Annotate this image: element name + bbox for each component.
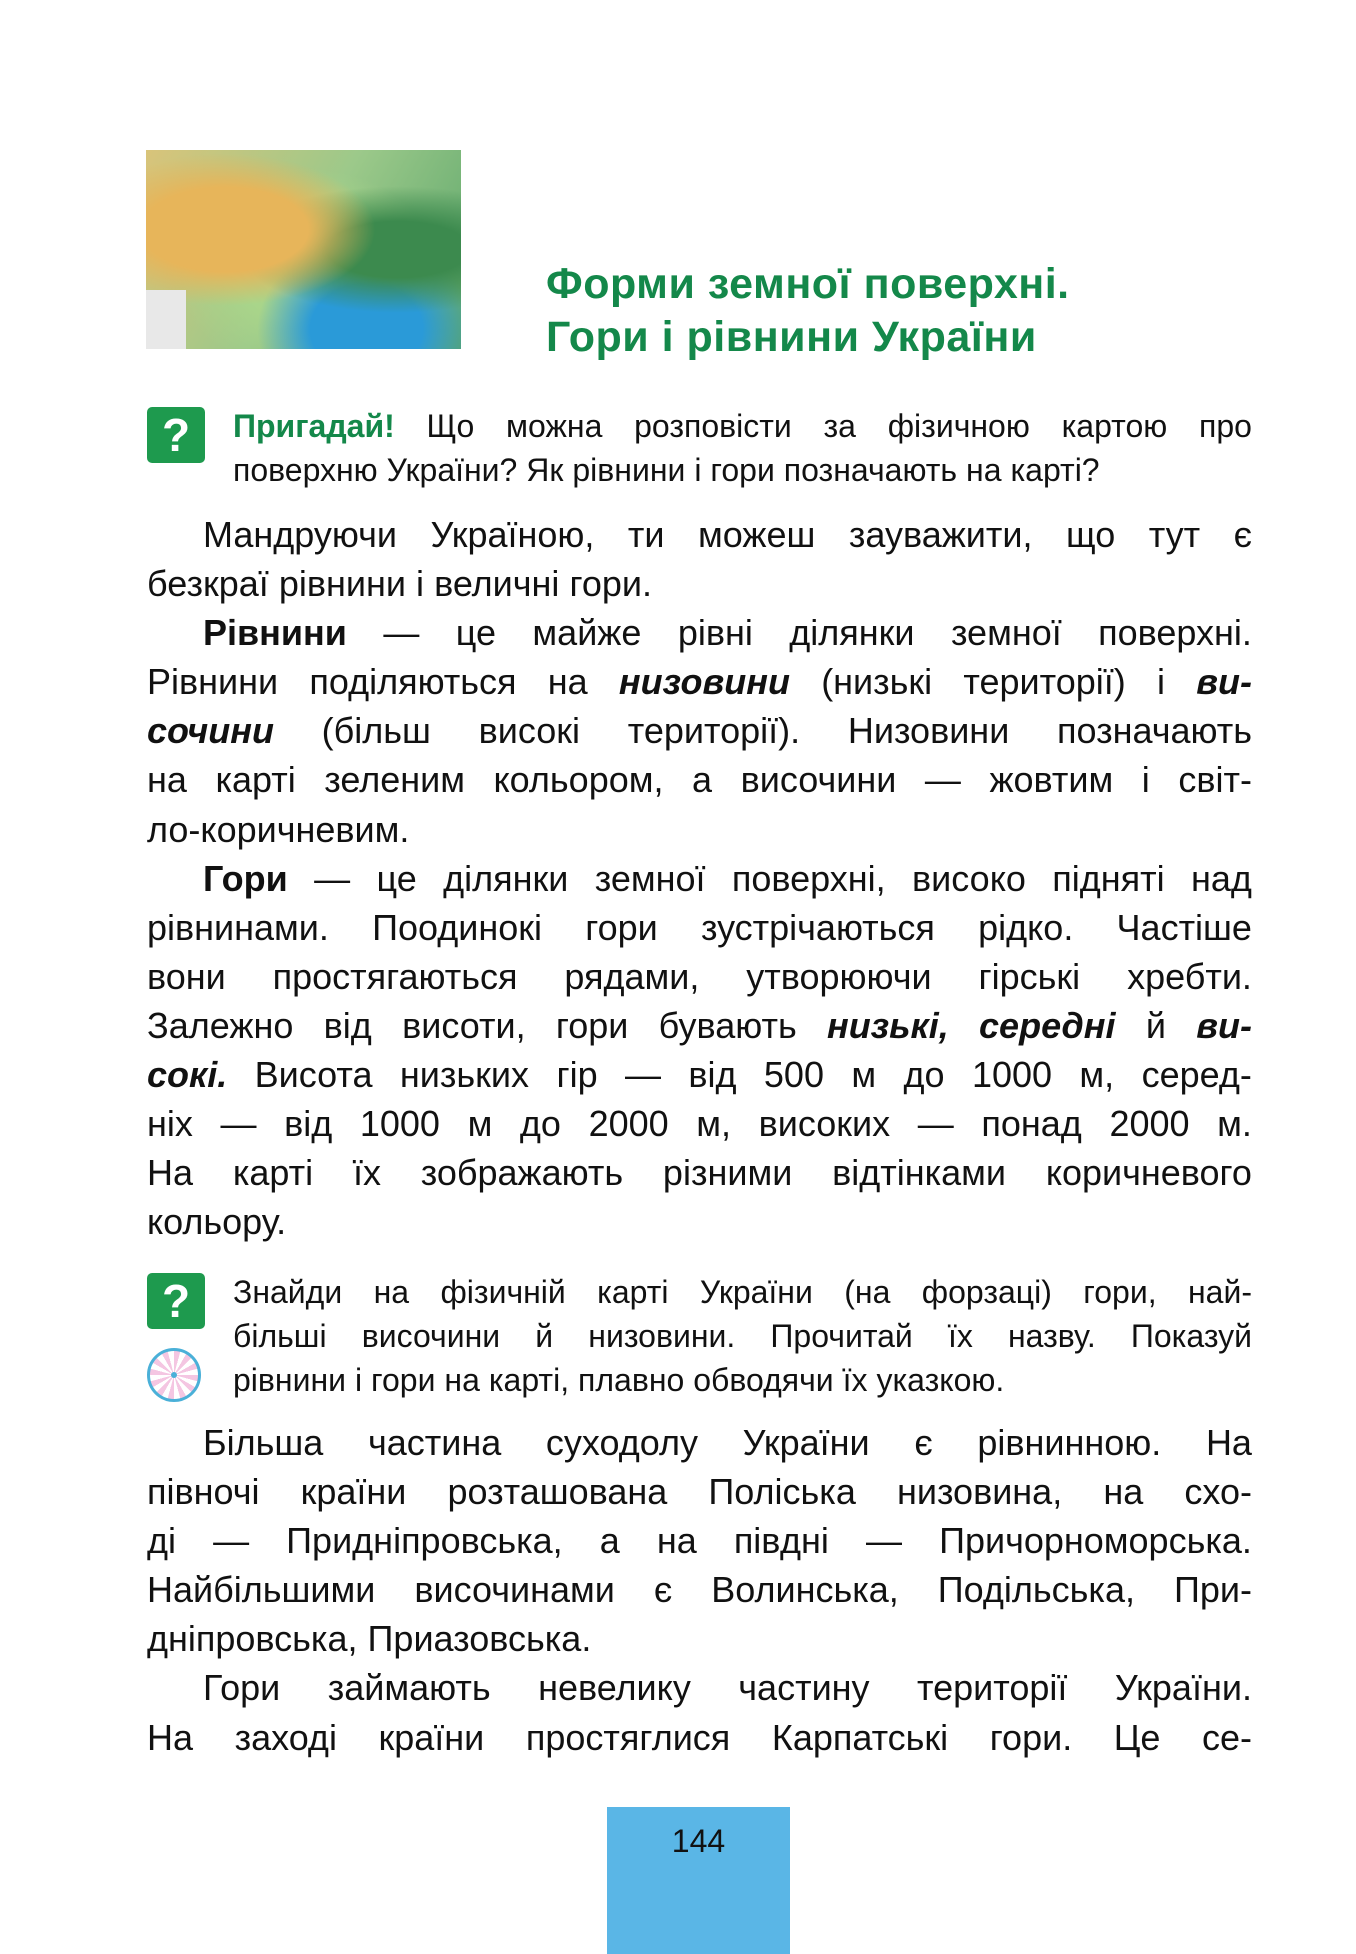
- text-line: [147, 657, 1252, 706]
- text-word: їх: [842, 1362, 868, 1398]
- text-word: рівнинною.: [977, 1422, 1162, 1463]
- text-word: від: [284, 1103, 333, 1145]
- text-line: [233, 1358, 1252, 1402]
- text-word: Найбільшими: [147, 1569, 376, 1611]
- text-word: України: [699, 1274, 813, 1310]
- text-word: над: [1190, 857, 1252, 899]
- text-word: і: [416, 563, 425, 605]
- text-word: карті,: [488, 1362, 570, 1398]
- body-text-1: [147, 510, 1252, 1246]
- text-word: м,: [1079, 1054, 1115, 1096]
- text-word: є: [914, 1422, 933, 1463]
- text-word: сочини: [147, 710, 274, 752]
- text-word: указкою.: [876, 1362, 1005, 1398]
- text-line: [147, 1663, 1252, 1712]
- text-line: [147, 706, 1252, 755]
- text-word: гори.: [989, 1716, 1073, 1758]
- text-word: фізичною: [887, 408, 1030, 444]
- text-word: Поодинокі: [372, 906, 543, 948]
- text-line: [147, 1099, 1252, 1148]
- text-line: [147, 1418, 1252, 1467]
- title-line-1: Форми земної поверхні.: [546, 260, 1070, 308]
- text-word: серед-: [1141, 1054, 1252, 1096]
- text-word: —: [917, 1103, 954, 1145]
- text-word: частина: [367, 1422, 502, 1463]
- text-word: Пригадай!: [233, 408, 395, 444]
- text-word: поверхню: [233, 452, 378, 488]
- text-word: низовини.: [588, 1318, 736, 1354]
- text-word: дніпровська,: [147, 1618, 358, 1660]
- text-line: [147, 1050, 1252, 1099]
- text-word: підняті: [1052, 857, 1165, 899]
- page-number: 144: [607, 1807, 790, 1954]
- text-word: жовтим: [989, 759, 1114, 801]
- text-word: тут: [1148, 514, 1201, 555]
- text-word: невелику: [538, 1667, 691, 1709]
- question-icon: ?: [147, 407, 205, 463]
- text-line: [147, 1614, 1252, 1663]
- text-word: рядами,: [564, 955, 700, 997]
- text-line: [147, 1197, 1252, 1246]
- text-word: Приазовська.: [367, 1618, 592, 1660]
- text-word: до: [903, 1054, 945, 1096]
- text-word: назву.: [1007, 1318, 1096, 1354]
- text-word: зеленим: [324, 759, 465, 801]
- text-line: [147, 903, 1252, 952]
- text-word: Низовини: [847, 710, 1010, 752]
- text-line: [233, 1314, 1252, 1358]
- text-word: України: [742, 1422, 870, 1463]
- text-word: кольором,: [493, 759, 664, 801]
- text-word: сокі.: [147, 1054, 228, 1096]
- text-word: ви-: [1196, 661, 1252, 703]
- title-line-2: Гори і рівнини України: [546, 313, 1037, 361]
- text-word: Частіше: [1116, 906, 1252, 948]
- text-word: суходолу: [545, 1422, 698, 1463]
- text-word: обводячи: [693, 1362, 834, 1398]
- text-word: Мандруючи: [203, 514, 397, 555]
- text-word: земної: [594, 857, 706, 899]
- text-word: ло-коричневим.: [147, 808, 410, 850]
- text-line: [147, 1565, 1252, 1614]
- text-word: Волинська,: [711, 1569, 899, 1611]
- text-word: ти: [627, 514, 665, 555]
- text-word: а: [599, 1520, 620, 1562]
- text-word: (на: [844, 1274, 891, 1310]
- text-word: Україною,: [430, 514, 595, 555]
- text-word: є: [1233, 514, 1252, 555]
- text-word: ніх: [147, 1103, 193, 1145]
- text-word: простягаються: [272, 955, 518, 997]
- text-word: розташована: [447, 1471, 668, 1513]
- text-word: на: [373, 1274, 410, 1310]
- text-line: [147, 1713, 1252, 1762]
- text-word: і: [1156, 661, 1165, 703]
- text-word: височини: [740, 759, 897, 801]
- ukraine-physical-map-image: [146, 150, 461, 349]
- text-word: їх: [947, 1318, 973, 1354]
- text-word: на: [656, 1520, 697, 1562]
- text-word: (більш: [321, 710, 431, 752]
- text-word: розповісти: [634, 408, 792, 444]
- text-word: Показуй: [1130, 1318, 1252, 1354]
- text-word: Висота: [254, 1054, 373, 1096]
- text-word: Рівнини: [147, 661, 279, 703]
- text-word: можеш: [698, 514, 816, 555]
- text-word: території): [963, 661, 1126, 703]
- text-word: височини: [361, 1318, 501, 1354]
- text-word: на: [444, 1362, 480, 1398]
- text-word: —: [314, 857, 351, 899]
- text-word: На: [147, 1152, 194, 1194]
- text-word: території).: [627, 710, 801, 752]
- text-word: на: [1103, 1471, 1144, 1513]
- text-word: рідко.: [978, 906, 1074, 948]
- text-word: коричневого: [1045, 1152, 1252, 1194]
- text-line: [147, 1001, 1252, 1050]
- text-word: карті?: [1010, 452, 1100, 488]
- text-line: [147, 510, 1252, 559]
- text-word: форзаці): [921, 1274, 1052, 1310]
- text-word: карті: [232, 1152, 314, 1194]
- text-word: на: [966, 452, 1002, 488]
- text-word: їх: [352, 1152, 381, 1194]
- text-word: Це: [1113, 1716, 1161, 1758]
- text-line: [233, 1270, 1252, 1314]
- text-word: частину: [738, 1667, 870, 1709]
- text-word: —: [383, 612, 420, 654]
- text-word: плавно: [578, 1362, 685, 1398]
- text-word: Карпатські: [771, 1716, 949, 1758]
- text-word: низьких: [399, 1054, 530, 1096]
- text-word: і: [694, 452, 702, 488]
- text-word: ді: [147, 1520, 177, 1562]
- text-word: —: [924, 759, 961, 801]
- text-line: [147, 1467, 1252, 1516]
- text-word: на: [547, 661, 588, 703]
- text-line: [147, 448, 1252, 492]
- text-word: Більша: [203, 1422, 324, 1463]
- disc-icon: [147, 1348, 201, 1402]
- text-line: [147, 805, 1252, 854]
- text-word: більші: [233, 1318, 327, 1354]
- text-word: гір: [556, 1054, 598, 1096]
- text-word: —: [624, 1054, 661, 1096]
- map-task: [233, 1270, 1252, 1402]
- text-line: [147, 404, 1252, 448]
- text-word: високі: [478, 710, 581, 752]
- body-text-2: [147, 1418, 1252, 1762]
- text-word: поверхні,: [731, 857, 886, 899]
- text-word: безкраї: [147, 563, 269, 605]
- text-word: Рівнини: [203, 612, 347, 654]
- text-word: гори: [371, 1362, 436, 1398]
- text-word: і: [354, 1362, 363, 1398]
- text-word: м.: [1217, 1103, 1252, 1145]
- text-word: ви-: [1196, 1004, 1252, 1046]
- text-word: гірські: [978, 955, 1081, 997]
- text-word: хребти.: [1127, 955, 1252, 997]
- text-word: за: [823, 408, 856, 444]
- text-word: величні: [434, 563, 560, 605]
- text-word: позначають: [1057, 710, 1252, 752]
- text-word: рівнини: [572, 452, 686, 488]
- text-word: країни: [378, 1716, 485, 1758]
- text-word: бувають: [658, 1004, 797, 1046]
- text-word: Залежно: [147, 1004, 294, 1046]
- text-word: фізичній: [440, 1274, 566, 1310]
- text-word: про: [1198, 408, 1252, 444]
- text-word: світ-: [1178, 759, 1252, 801]
- text-word: се-: [1201, 1716, 1252, 1758]
- text-word: вони: [147, 955, 226, 997]
- text-word: гори: [555, 1004, 629, 1046]
- text-word: ділянки: [789, 612, 915, 654]
- text-word: —: [213, 1520, 250, 1562]
- text-word: низовини: [618, 661, 790, 703]
- text-word: рівнини: [233, 1362, 346, 1398]
- text-word: карті: [597, 1274, 669, 1310]
- text-line: [147, 1516, 1252, 1565]
- text-line: [147, 559, 1252, 608]
- recall-task: [147, 404, 1252, 492]
- text-word: най-: [1187, 1274, 1252, 1310]
- text-word: й: [1145, 1004, 1166, 1046]
- text-word: земної: [950, 612, 1062, 654]
- text-word: різними: [662, 1152, 793, 1194]
- text-word: можна: [506, 408, 603, 444]
- text-line: [147, 1148, 1252, 1197]
- text-word: заході: [234, 1716, 337, 1758]
- text-word: утворюючи: [746, 955, 932, 997]
- text-word: до: [519, 1103, 561, 1145]
- text-word: 1000: [359, 1103, 440, 1145]
- text-word: території: [917, 1667, 1068, 1709]
- text-word: гори,: [1083, 1274, 1157, 1310]
- text-word: позначають: [783, 452, 958, 488]
- text-word: Поліська: [708, 1471, 856, 1513]
- text-word: рівнини: [278, 563, 406, 605]
- text-word: Подільська,: [937, 1569, 1135, 1611]
- text-word: —: [220, 1103, 257, 1145]
- text-word: рівнинами.: [147, 906, 329, 948]
- text-word: схо-: [1184, 1471, 1252, 1513]
- text-word: майже: [532, 612, 642, 654]
- text-word: Придніпровська,: [286, 1520, 563, 1562]
- text-word: м,: [696, 1103, 732, 1145]
- text-word: Як: [526, 452, 564, 488]
- text-word: країни: [300, 1471, 407, 1513]
- text-word: 1000: [971, 1054, 1053, 1096]
- text-word: зустрічаються: [700, 906, 935, 948]
- text-word: це: [455, 612, 496, 654]
- text-word: на: [147, 759, 187, 801]
- text-word: висоти,: [402, 1004, 526, 1046]
- text-word: гори.: [569, 563, 652, 605]
- text-word: України.: [1114, 1667, 1252, 1709]
- text-word: від: [688, 1054, 737, 1096]
- text-word: поверхні.: [1098, 612, 1252, 654]
- text-word: простяглися: [525, 1716, 731, 1758]
- text-word: (низькі: [821, 661, 933, 703]
- text-word: й: [535, 1318, 554, 1354]
- text-word: це: [376, 857, 417, 899]
- text-line: [147, 755, 1252, 804]
- text-word: гори: [710, 452, 775, 488]
- text-word: картою: [1061, 408, 1168, 444]
- text-word: Що: [426, 408, 475, 444]
- text-line: [147, 854, 1252, 903]
- text-word: високих: [758, 1103, 891, 1145]
- text-word: є: [653, 1569, 673, 1611]
- text-word: Прочитай: [770, 1318, 913, 1354]
- text-word: На: [147, 1716, 194, 1758]
- text-word: поділяються: [309, 661, 517, 703]
- text-word: Знайди: [233, 1274, 343, 1310]
- text-word: 2000: [1109, 1103, 1190, 1145]
- text-word: При-: [1174, 1569, 1252, 1611]
- text-word: низькі,: [827, 1004, 949, 1046]
- text-word: Гори: [203, 1667, 281, 1709]
- text-word: височинами: [414, 1569, 615, 1611]
- text-word: 2000: [588, 1103, 669, 1145]
- text-word: зауважити,: [848, 514, 1033, 555]
- text-word: гори: [585, 906, 658, 948]
- text-word: карті: [215, 759, 296, 801]
- text-word: зображають: [420, 1152, 624, 1194]
- text-word: низовина,: [896, 1471, 1063, 1513]
- text-word: рівні: [677, 612, 753, 654]
- text-word: від: [323, 1004, 372, 1046]
- text-word: середні: [979, 1004, 1116, 1046]
- text-word: що: [1066, 514, 1116, 555]
- text-word: високо: [912, 857, 1026, 899]
- text-word: Гори: [203, 857, 288, 899]
- text-word: півдні: [733, 1520, 829, 1562]
- text-word: м: [851, 1054, 877, 1096]
- text-word: відтінками: [832, 1152, 1007, 1194]
- text-word: На: [1205, 1422, 1252, 1463]
- text-word: кольору.: [147, 1201, 287, 1243]
- text-word: України?: [386, 452, 518, 488]
- text-line: [147, 608, 1252, 657]
- question-icon: ?: [147, 1273, 205, 1329]
- text-word: понад: [981, 1103, 1082, 1145]
- text-word: і: [1141, 759, 1150, 801]
- text-word: Причорноморська.: [939, 1520, 1252, 1562]
- text-word: займають: [327, 1667, 491, 1709]
- text-word: півночі: [147, 1471, 260, 1513]
- text-line: [147, 952, 1252, 1001]
- text-word: м: [467, 1103, 493, 1145]
- page-title: [546, 258, 1070, 364]
- text-word: —: [866, 1520, 902, 1562]
- text-word: ділянки: [443, 857, 569, 899]
- text-word: а: [692, 759, 713, 801]
- text-word: 500: [763, 1054, 824, 1096]
